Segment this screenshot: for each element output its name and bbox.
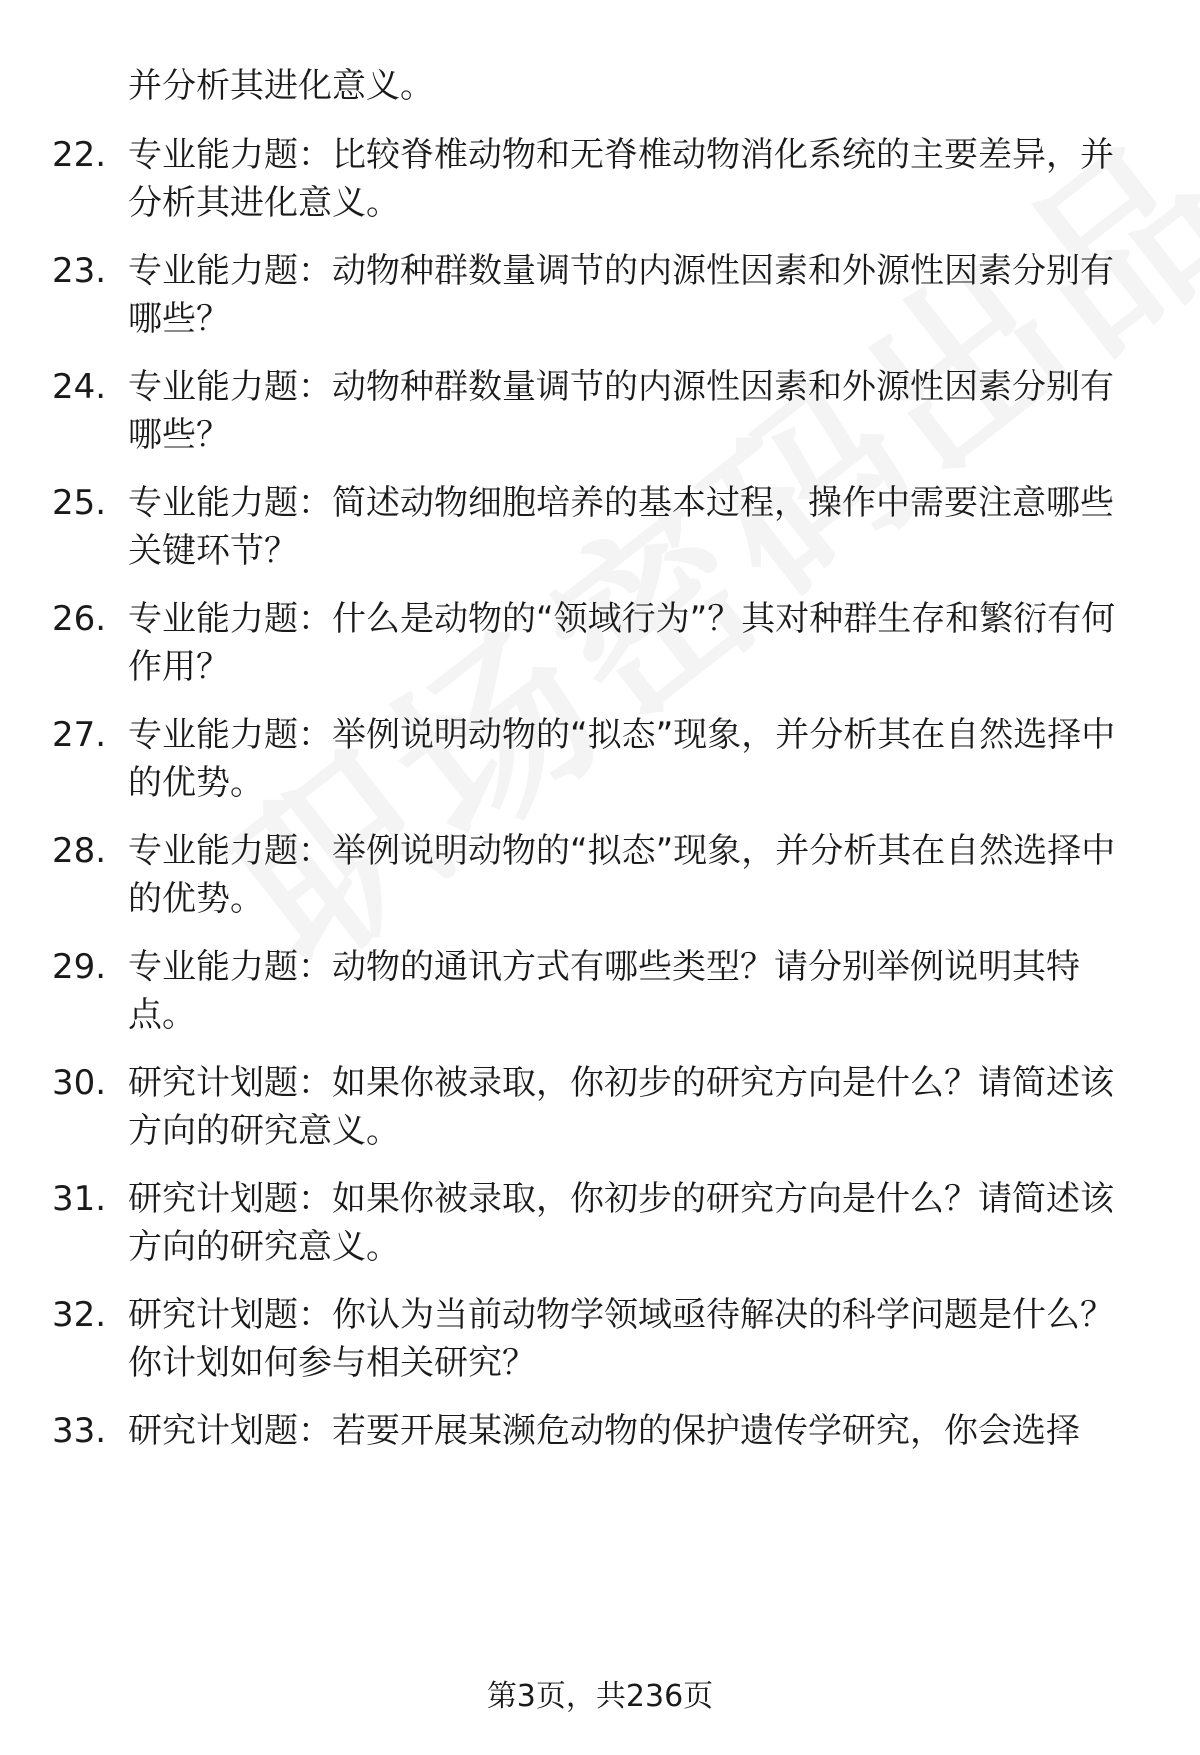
- item-number: 32.: [52, 1295, 107, 1335]
- item-number: 26.: [52, 599, 107, 639]
- item-text: 专业能力题：举例说明动物的“拟态”现象，并分析其在自然选择中的优势。: [128, 715, 1116, 803]
- item-text: 专业能力题：动物的通讯方式有哪些类型？请分别举例说明其特点。: [128, 947, 1080, 1035]
- item-text: 专业能力题：比较脊椎动物和无脊椎动物消化系统的主要差异，并分析其进化意义。: [128, 135, 1114, 223]
- item-number: 23.: [52, 251, 107, 291]
- item-number: 33.: [52, 1411, 107, 1451]
- item-text: 专业能力题：简述动物细胞培养的基本过程，操作中需要注意哪些关键环节？: [128, 483, 1114, 571]
- item-number: 27.: [52, 715, 107, 755]
- item-number: 30.: [52, 1063, 107, 1103]
- item-number: 28.: [52, 831, 107, 871]
- item-text: 研究计划题：如果你被录取，你初步的研究方向是什么？请简述该方向的研究意义。: [128, 1179, 1114, 1267]
- item-text: 专业能力题：动物种群数量调节的内源性因素和外源性因素分别有哪些？: [128, 367, 1114, 455]
- item-text: 专业能力题：举例说明动物的“拟态”现象，并分析其在自然选择中的优势。: [128, 831, 1116, 919]
- item-number: 22.: [52, 135, 107, 175]
- item-number: 24.: [52, 367, 107, 407]
- item-text: 专业能力题：什么是动物的“领域行为”？其对种群生存和繁衍有何作用？: [128, 599, 1116, 687]
- item-number: 29.: [52, 947, 107, 987]
- item-number: 31.: [52, 1179, 107, 1219]
- item-text: 专业能力题：动物种群数量调节的内源性因素和外源性因素分别有哪些？: [128, 251, 1114, 339]
- continuation-text: 并分析其进化意义。: [128, 66, 434, 106]
- item-number: 25.: [52, 483, 107, 523]
- item-text: 研究计划题：若要开展某濒危动物的保护遗传学研究，你会选择: [128, 1411, 1080, 1451]
- item-text: 研究计划题：如果你被录取，你初步的研究方向是什么？请简述该方向的研究意义。: [128, 1063, 1114, 1151]
- page-footer: 第3页，共236页: [486, 1679, 714, 1714]
- item-text: 研究计划题：你认为当前动物学领域亟待解决的科学问题是什么？你计划如何参与相关研究？: [128, 1295, 1114, 1383]
